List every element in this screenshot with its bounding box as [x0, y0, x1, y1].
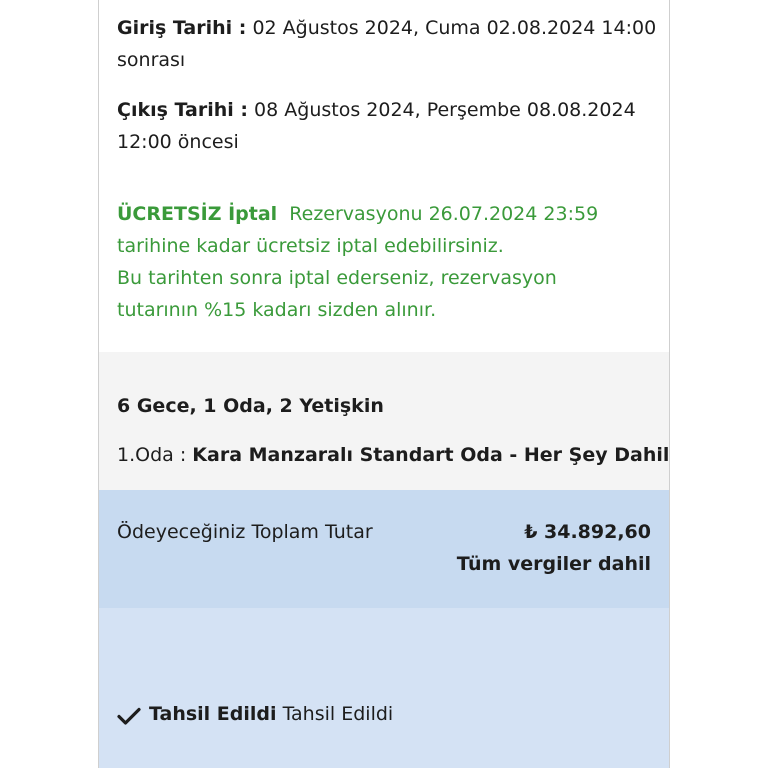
payment-section [99, 608, 669, 768]
cancellation-line2: tarihine kadar ücretsiz iptal edebilirsiniz. [117, 235, 504, 257]
cancellation-line1: Rezervasyonu 26.07.2024 23:59 [289, 203, 599, 225]
checkin-suffix: sonrası [117, 49, 186, 71]
room-prefix: 1.Oda : [117, 444, 187, 466]
stay-section [99, 352, 669, 490]
checkout-label: Çıkış Tarihi : [117, 99, 248, 121]
cancellation-line3: Bu tarihten sonra iptal ederseniz, rezervasyon [117, 267, 557, 289]
reservation-card [98, 0, 670, 768]
checkout-row [117, 94, 636, 126]
tax-note: Tüm vergiler dahil [456, 553, 651, 575]
room-row [117, 439, 669, 471]
total-amount: ₺ 34.892,60 [524, 521, 651, 543]
payment-status-text: Tahsil Edildi [282, 703, 394, 725]
checkin-label: Giriş Tarihi : [117, 17, 247, 39]
cancellation-row [117, 198, 598, 230]
checkin-row [117, 12, 656, 44]
cancellation-title: ÜCRETSİZ İptal [117, 203, 278, 225]
payment-status-row [149, 698, 393, 730]
dates-section [99, 0, 669, 352]
cancellation-line4: tutarının %15 kadarı sizden alınır. [117, 299, 437, 321]
checkin-value: 02 Ağustos 2024, Cuma 02.08.2024 14:00 [252, 17, 657, 39]
payment-status-bold: Tahsil Edildi [149, 703, 277, 725]
checkout-value: 08 Ağustos 2024, Perşembe 08.08.2024 [254, 99, 636, 121]
total-section [99, 490, 669, 608]
room-name: Kara Manzaralı Standart Oda - Her Şey Dahil [192, 444, 670, 466]
stay-summary: 6 Gece, 1 Oda, 2 Yetişkin [117, 395, 384, 417]
check-icon [117, 704, 141, 728]
total-label: Ödeyeceğiniz Toplam Tutar [117, 521, 373, 543]
checkout-suffix: 12:00 öncesi [117, 131, 239, 153]
